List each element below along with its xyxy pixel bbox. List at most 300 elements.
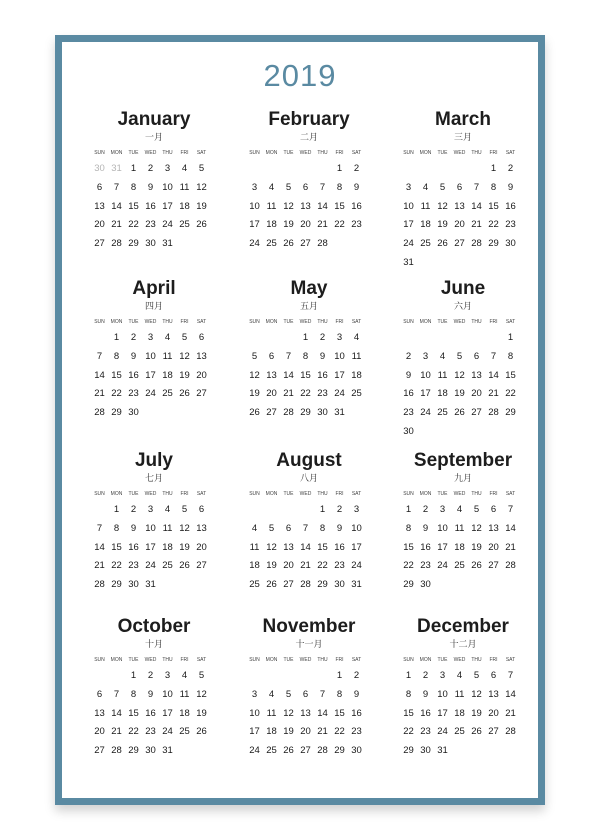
- day-cell: 17: [334, 369, 345, 381]
- day-cell: 11: [266, 707, 277, 719]
- day-cell: 21: [505, 541, 516, 553]
- day-cell: 28: [111, 745, 122, 757]
- day-cell: 8: [113, 522, 120, 534]
- day-cell: 15: [128, 200, 139, 212]
- day-cell: 1: [113, 332, 120, 343]
- weekday-label: FRI: [335, 319, 344, 325]
- weekday-label: SAT: [351, 491, 362, 497]
- day-cell: 25: [179, 726, 190, 738]
- day-cell: 25: [437, 407, 448, 419]
- day-cell: 16: [317, 369, 328, 381]
- day-cell: 13: [266, 369, 277, 381]
- day-cell: 23: [145, 726, 156, 738]
- weekday-label: MON: [419, 657, 432, 663]
- day-cell: 27: [454, 238, 465, 250]
- weekday-label: SUN: [403, 657, 414, 663]
- month-name: October: [117, 616, 191, 637]
- day-cell: 11: [179, 181, 190, 193]
- day-cell: 2: [422, 670, 429, 681]
- day-cell: 26: [283, 238, 294, 250]
- day-cell: 3: [251, 688, 258, 700]
- day-cell: 2: [147, 670, 154, 681]
- day-cell: 15: [111, 541, 122, 553]
- day-cell: 11: [351, 350, 362, 362]
- weekday-label: SUN: [249, 491, 260, 497]
- day-cell: 18: [351, 369, 362, 381]
- weekday-header: [246, 490, 372, 498]
- day-cell: 6: [302, 181, 309, 193]
- day-cell: 27: [94, 745, 105, 757]
- day-cell: 7: [302, 522, 309, 534]
- day-cell: 26: [196, 219, 207, 231]
- day-cell: 19: [249, 388, 260, 400]
- day-cell: 18: [249, 560, 260, 572]
- day-cell: 20: [266, 388, 277, 400]
- day-cell: 2: [405, 350, 412, 362]
- day-cell: 1: [336, 670, 343, 681]
- day-cell: 13: [488, 522, 499, 534]
- month-name: March: [435, 109, 491, 130]
- month-chinese-name: 一月: [144, 132, 163, 142]
- weekday-label: WED: [144, 150, 157, 156]
- day-cell: 15: [403, 707, 414, 719]
- day-cell: 8: [405, 522, 412, 534]
- weekday-label: TUE: [437, 491, 448, 497]
- day-cell: 14: [471, 200, 482, 212]
- day-cell: 12: [196, 688, 207, 700]
- day-cell: 9: [130, 522, 137, 534]
- day-cell: 4: [181, 670, 188, 681]
- day-cell: 23: [128, 388, 139, 400]
- day-cell: 22: [403, 560, 414, 572]
- day-cell: 22: [488, 219, 499, 231]
- day-cell: 5: [198, 163, 205, 174]
- month-chinese-name: 九月: [453, 473, 472, 483]
- day-cell: 11: [437, 369, 448, 381]
- day-cell: 26: [266, 579, 277, 591]
- day-cell: 27: [300, 745, 311, 757]
- day-cell: 11: [162, 522, 173, 534]
- day-cell: 28: [94, 579, 105, 591]
- day-cell: 7: [473, 181, 480, 193]
- day-cell: 28: [94, 407, 105, 419]
- day-cell: 14: [505, 688, 516, 700]
- weekday-header: [246, 656, 372, 664]
- month-chinese-name: 十月: [144, 639, 163, 649]
- day-cell: 27: [488, 726, 499, 738]
- day-cell: 4: [456, 670, 463, 681]
- day-cell: 20: [94, 726, 105, 738]
- day-cell: 29: [300, 407, 311, 419]
- day-cell: 14: [300, 541, 311, 553]
- day-cell: 12: [179, 350, 190, 362]
- day-cell: 1: [507, 332, 514, 343]
- weekday-label: FRI: [335, 491, 344, 497]
- day-cell: 14: [283, 369, 294, 381]
- day-cell: 21: [300, 560, 311, 572]
- day-cell: 20: [300, 726, 311, 738]
- day-cell: 2: [130, 504, 137, 515]
- weekday-label: MON: [265, 657, 278, 663]
- day-cell: 18: [266, 726, 277, 738]
- day-cell: 23: [420, 726, 431, 738]
- day-cell: 12: [471, 522, 482, 534]
- day-cell: 18: [162, 541, 173, 553]
- day-cell: 4: [181, 163, 188, 174]
- day-cell: 1: [405, 670, 412, 681]
- day-cell: 26: [179, 388, 190, 400]
- day-cell: 1: [302, 332, 309, 343]
- month-name: August: [276, 450, 342, 471]
- weekday-label: THU: [317, 150, 328, 156]
- day-cell: 29: [488, 238, 499, 250]
- day-cell: 21: [488, 388, 499, 400]
- weekday-label: SUN: [403, 319, 414, 325]
- weekday-label: FRI: [180, 657, 189, 663]
- day-cell: 15: [317, 541, 328, 553]
- day-cell: 30: [128, 407, 139, 419]
- day-cell: 17: [162, 707, 173, 719]
- day-cell: 12: [437, 200, 448, 212]
- day-cell: 5: [456, 350, 463, 362]
- day-cell: 14: [111, 707, 122, 719]
- day-cell: 14: [488, 369, 499, 381]
- weekday-label: MON: [110, 150, 123, 156]
- day-cell: 14: [317, 707, 328, 719]
- day-cell: 8: [405, 688, 412, 700]
- day-cell: 10: [403, 200, 414, 212]
- day-cell: 15: [505, 369, 516, 381]
- day-cell: 27: [300, 238, 311, 250]
- weekday-label: SAT: [505, 319, 516, 325]
- day-cell: 3: [336, 332, 343, 343]
- day-cell: 24: [351, 560, 362, 572]
- day-cell: 19: [179, 541, 190, 553]
- day-cell: 30: [505, 238, 516, 250]
- weekday-header: [400, 490, 526, 498]
- day-cell: 6: [96, 181, 103, 193]
- weekday-label: TUE: [283, 657, 294, 663]
- day-cell: 27: [196, 388, 207, 400]
- day-cell: 17: [351, 541, 362, 553]
- day-cell: 10: [162, 181, 173, 193]
- day-cell: 10: [249, 200, 260, 212]
- day-cell: 12: [179, 522, 190, 534]
- weekday-label: THU: [471, 657, 482, 663]
- day-cell: 3: [147, 332, 154, 343]
- day-cell-previous-month: 30: [94, 163, 105, 174]
- day-cell: 22: [300, 388, 311, 400]
- weekday-label: TUE: [283, 319, 294, 325]
- day-cell: 9: [147, 181, 154, 193]
- day-cell: 23: [351, 219, 362, 231]
- day-cell: 18: [454, 541, 465, 553]
- day-cell: 14: [317, 200, 328, 212]
- day-cell: 25: [454, 560, 465, 572]
- day-cell: 19: [196, 200, 207, 212]
- month-chinese-name: 六月: [453, 301, 472, 311]
- day-cell: 10: [162, 688, 173, 700]
- day-cell-previous-month: 31: [111, 163, 122, 174]
- day-cell: 21: [471, 219, 482, 231]
- day-cell: 8: [336, 688, 343, 700]
- day-cell: 24: [249, 238, 260, 250]
- day-cell: 21: [505, 707, 516, 719]
- day-cell: 24: [162, 726, 173, 738]
- day-cell: 6: [268, 350, 275, 362]
- day-cell: 11: [249, 541, 260, 553]
- day-cell: 30: [351, 745, 362, 757]
- day-cell: 9: [336, 522, 343, 534]
- day-cell: 8: [302, 350, 309, 362]
- weekday-label: SUN: [249, 150, 260, 156]
- day-cell: 21: [317, 219, 328, 231]
- weekday-label: SUN: [94, 319, 105, 325]
- weekday-label: SUN: [403, 150, 414, 156]
- weekday-label: THU: [317, 491, 328, 497]
- day-cell: 3: [405, 181, 412, 193]
- weekday-label: SAT: [351, 150, 362, 156]
- day-cell: 2: [353, 670, 360, 681]
- day-cell: 16: [351, 200, 362, 212]
- day-cell: 25: [266, 238, 277, 250]
- day-cell: 5: [251, 350, 258, 362]
- day-cell: 31: [437, 745, 448, 757]
- day-cell: 16: [403, 388, 414, 400]
- weekday-label: SAT: [505, 657, 516, 663]
- day-cell: 21: [317, 726, 328, 738]
- day-cell: 6: [473, 350, 480, 362]
- day-cell: 6: [456, 181, 463, 193]
- day-cell: 3: [164, 163, 171, 174]
- weekday-label: TUE: [128, 657, 139, 663]
- day-cell: 11: [266, 200, 277, 212]
- weekday-label: THU: [317, 657, 328, 663]
- day-cell: 27: [283, 579, 294, 591]
- weekday-label: FRI: [335, 657, 344, 663]
- day-cell: 16: [420, 707, 431, 719]
- day-cell: 4: [456, 504, 463, 515]
- weekday-label: SAT: [505, 150, 516, 156]
- day-cell: 3: [164, 670, 171, 681]
- day-cell: 14: [94, 369, 105, 381]
- weekday-label: WED: [453, 491, 466, 497]
- month-chinese-name: 八月: [299, 473, 318, 483]
- day-cell: 7: [319, 181, 326, 193]
- month-chinese-name: 七月: [144, 473, 163, 483]
- day-cell: 1: [336, 163, 343, 174]
- day-cell: 13: [488, 688, 499, 700]
- day-cell: 25: [420, 238, 431, 250]
- day-cell: 3: [439, 670, 446, 681]
- day-cell: 1: [130, 670, 137, 681]
- day-cell: 22: [111, 388, 122, 400]
- day-cell: 30: [128, 579, 139, 591]
- day-cell: 15: [111, 369, 122, 381]
- weekday-label: WED: [299, 319, 312, 325]
- month-chinese-name: 四月: [144, 301, 163, 311]
- day-cell: 17: [162, 200, 173, 212]
- day-cell: 6: [490, 504, 497, 515]
- day-cell: 22: [334, 726, 345, 738]
- month-name: May: [290, 278, 328, 299]
- weekday-label: FRI: [335, 150, 344, 156]
- weekday-label: TUE: [283, 150, 294, 156]
- weekday-header: [91, 490, 217, 498]
- weekday-label: SAT: [196, 319, 207, 325]
- day-cell: 19: [283, 726, 294, 738]
- day-cell: 19: [179, 369, 190, 381]
- day-cell: 23: [317, 388, 328, 400]
- day-cell: 27: [94, 238, 105, 250]
- day-cell: 7: [96, 350, 103, 362]
- day-cell: 17: [420, 388, 431, 400]
- day-cell: 19: [471, 707, 482, 719]
- day-cell: 25: [249, 579, 260, 591]
- month-name: June: [440, 278, 486, 299]
- day-cell: 9: [422, 522, 429, 534]
- day-cell: 17: [145, 541, 156, 553]
- day-cell: 8: [319, 522, 326, 534]
- day-cell: 5: [473, 504, 480, 515]
- day-cell: 11: [454, 522, 465, 534]
- day-cell: 29: [128, 745, 139, 757]
- day-cell: 29: [128, 238, 139, 250]
- day-cell: 12: [266, 541, 277, 553]
- weekday-label: MON: [419, 491, 432, 497]
- day-cell: 5: [268, 522, 275, 534]
- day-cell: 20: [488, 707, 499, 719]
- day-cell: 3: [147, 504, 154, 515]
- weekday-label: TUE: [128, 491, 139, 497]
- weekday-header: [246, 149, 372, 157]
- day-cell: 3: [422, 350, 429, 362]
- day-cell: 10: [437, 522, 448, 534]
- day-cell: 2: [422, 504, 429, 515]
- weekday-label: FRI: [489, 657, 498, 663]
- day-cell: 9: [319, 350, 326, 362]
- day-cell: 29: [334, 745, 345, 757]
- month-name: April: [132, 278, 176, 299]
- month-name: September: [413, 450, 513, 471]
- day-cell: 24: [145, 560, 156, 572]
- day-cell: 18: [162, 369, 173, 381]
- weekday-header: [91, 656, 217, 664]
- weekday-label: SAT: [196, 491, 207, 497]
- day-cell: 31: [351, 579, 362, 591]
- day-cell: 26: [196, 726, 207, 738]
- day-cell: 8: [130, 181, 137, 193]
- day-cell: 5: [181, 504, 188, 515]
- weekday-label: MON: [419, 150, 432, 156]
- day-cell: 15: [128, 707, 139, 719]
- month-name: July: [134, 450, 174, 471]
- day-cell: 22: [505, 388, 516, 400]
- weekday-label: SUN: [249, 319, 260, 325]
- weekday-label: WED: [144, 491, 157, 497]
- weekday-label: MON: [265, 150, 278, 156]
- day-cell: 2: [353, 163, 360, 174]
- day-cell: 7: [113, 688, 120, 700]
- day-cell: 12: [283, 200, 294, 212]
- day-cell: 7: [490, 350, 497, 362]
- day-cell: 24: [420, 407, 431, 419]
- day-cell: 13: [300, 707, 311, 719]
- day-cell: 23: [403, 407, 414, 419]
- day-cell: 31: [334, 407, 345, 419]
- weekday-label: TUE: [437, 319, 448, 325]
- day-cell: 23: [145, 219, 156, 231]
- day-cell: 30: [317, 407, 328, 419]
- day-cell: 5: [285, 181, 292, 193]
- day-cell: 4: [353, 332, 360, 343]
- weekday-label: TUE: [128, 319, 139, 325]
- weekday-label: WED: [144, 657, 157, 663]
- day-cell: 23: [420, 560, 431, 572]
- day-cell: 19: [454, 388, 465, 400]
- weekday-label: WED: [453, 657, 466, 663]
- weekday-label: SUN: [403, 491, 414, 497]
- weekday-label: THU: [162, 319, 173, 325]
- day-cell: 18: [437, 388, 448, 400]
- day-cell: 13: [300, 200, 311, 212]
- weekday-label: SAT: [196, 657, 207, 663]
- day-cell: 28: [317, 745, 328, 757]
- day-cell: 7: [285, 350, 292, 362]
- day-cell: 4: [268, 181, 275, 193]
- day-cell: 30: [403, 426, 414, 437]
- weekday-label: SAT: [196, 150, 207, 156]
- day-cell: 26: [179, 560, 190, 572]
- day-cell: 24: [334, 388, 345, 400]
- day-cell: 4: [268, 688, 275, 700]
- weekday-label: TUE: [283, 491, 294, 497]
- day-cell: 15: [488, 200, 499, 212]
- day-cell: 18: [454, 707, 465, 719]
- day-cell: 10: [351, 522, 362, 534]
- day-cell: 7: [507, 670, 514, 681]
- weekday-label: TUE: [437, 150, 448, 156]
- day-cell: 10: [145, 522, 156, 534]
- day-cell: 10: [334, 350, 345, 362]
- day-cell: 20: [196, 369, 207, 381]
- day-cell: 1: [130, 163, 137, 174]
- day-cell: 23: [334, 560, 345, 572]
- day-cell: 10: [249, 707, 260, 719]
- day-cell: 25: [454, 726, 465, 738]
- day-cell: 30: [420, 579, 431, 591]
- month-chinese-name: 十一月: [295, 639, 323, 649]
- day-cell: 29: [403, 579, 414, 591]
- weekday-label: THU: [471, 150, 482, 156]
- day-cell: 8: [130, 688, 137, 700]
- day-cell: 21: [111, 219, 122, 231]
- day-cell: 15: [334, 200, 345, 212]
- weekday-label: MON: [110, 657, 123, 663]
- day-cell: 31: [403, 257, 414, 268]
- day-cell: 6: [490, 670, 497, 681]
- day-cell: 16: [128, 369, 139, 381]
- day-cell: 1: [405, 504, 412, 515]
- weekday-label: TUE: [437, 657, 448, 663]
- day-cell: 7: [507, 504, 514, 515]
- day-cell: 17: [437, 541, 448, 553]
- day-cell: 7: [113, 181, 120, 193]
- day-cell: 2: [147, 163, 154, 174]
- day-cell: 11: [420, 200, 431, 212]
- day-cell: 26: [471, 560, 482, 572]
- day-cell: 28: [283, 407, 294, 419]
